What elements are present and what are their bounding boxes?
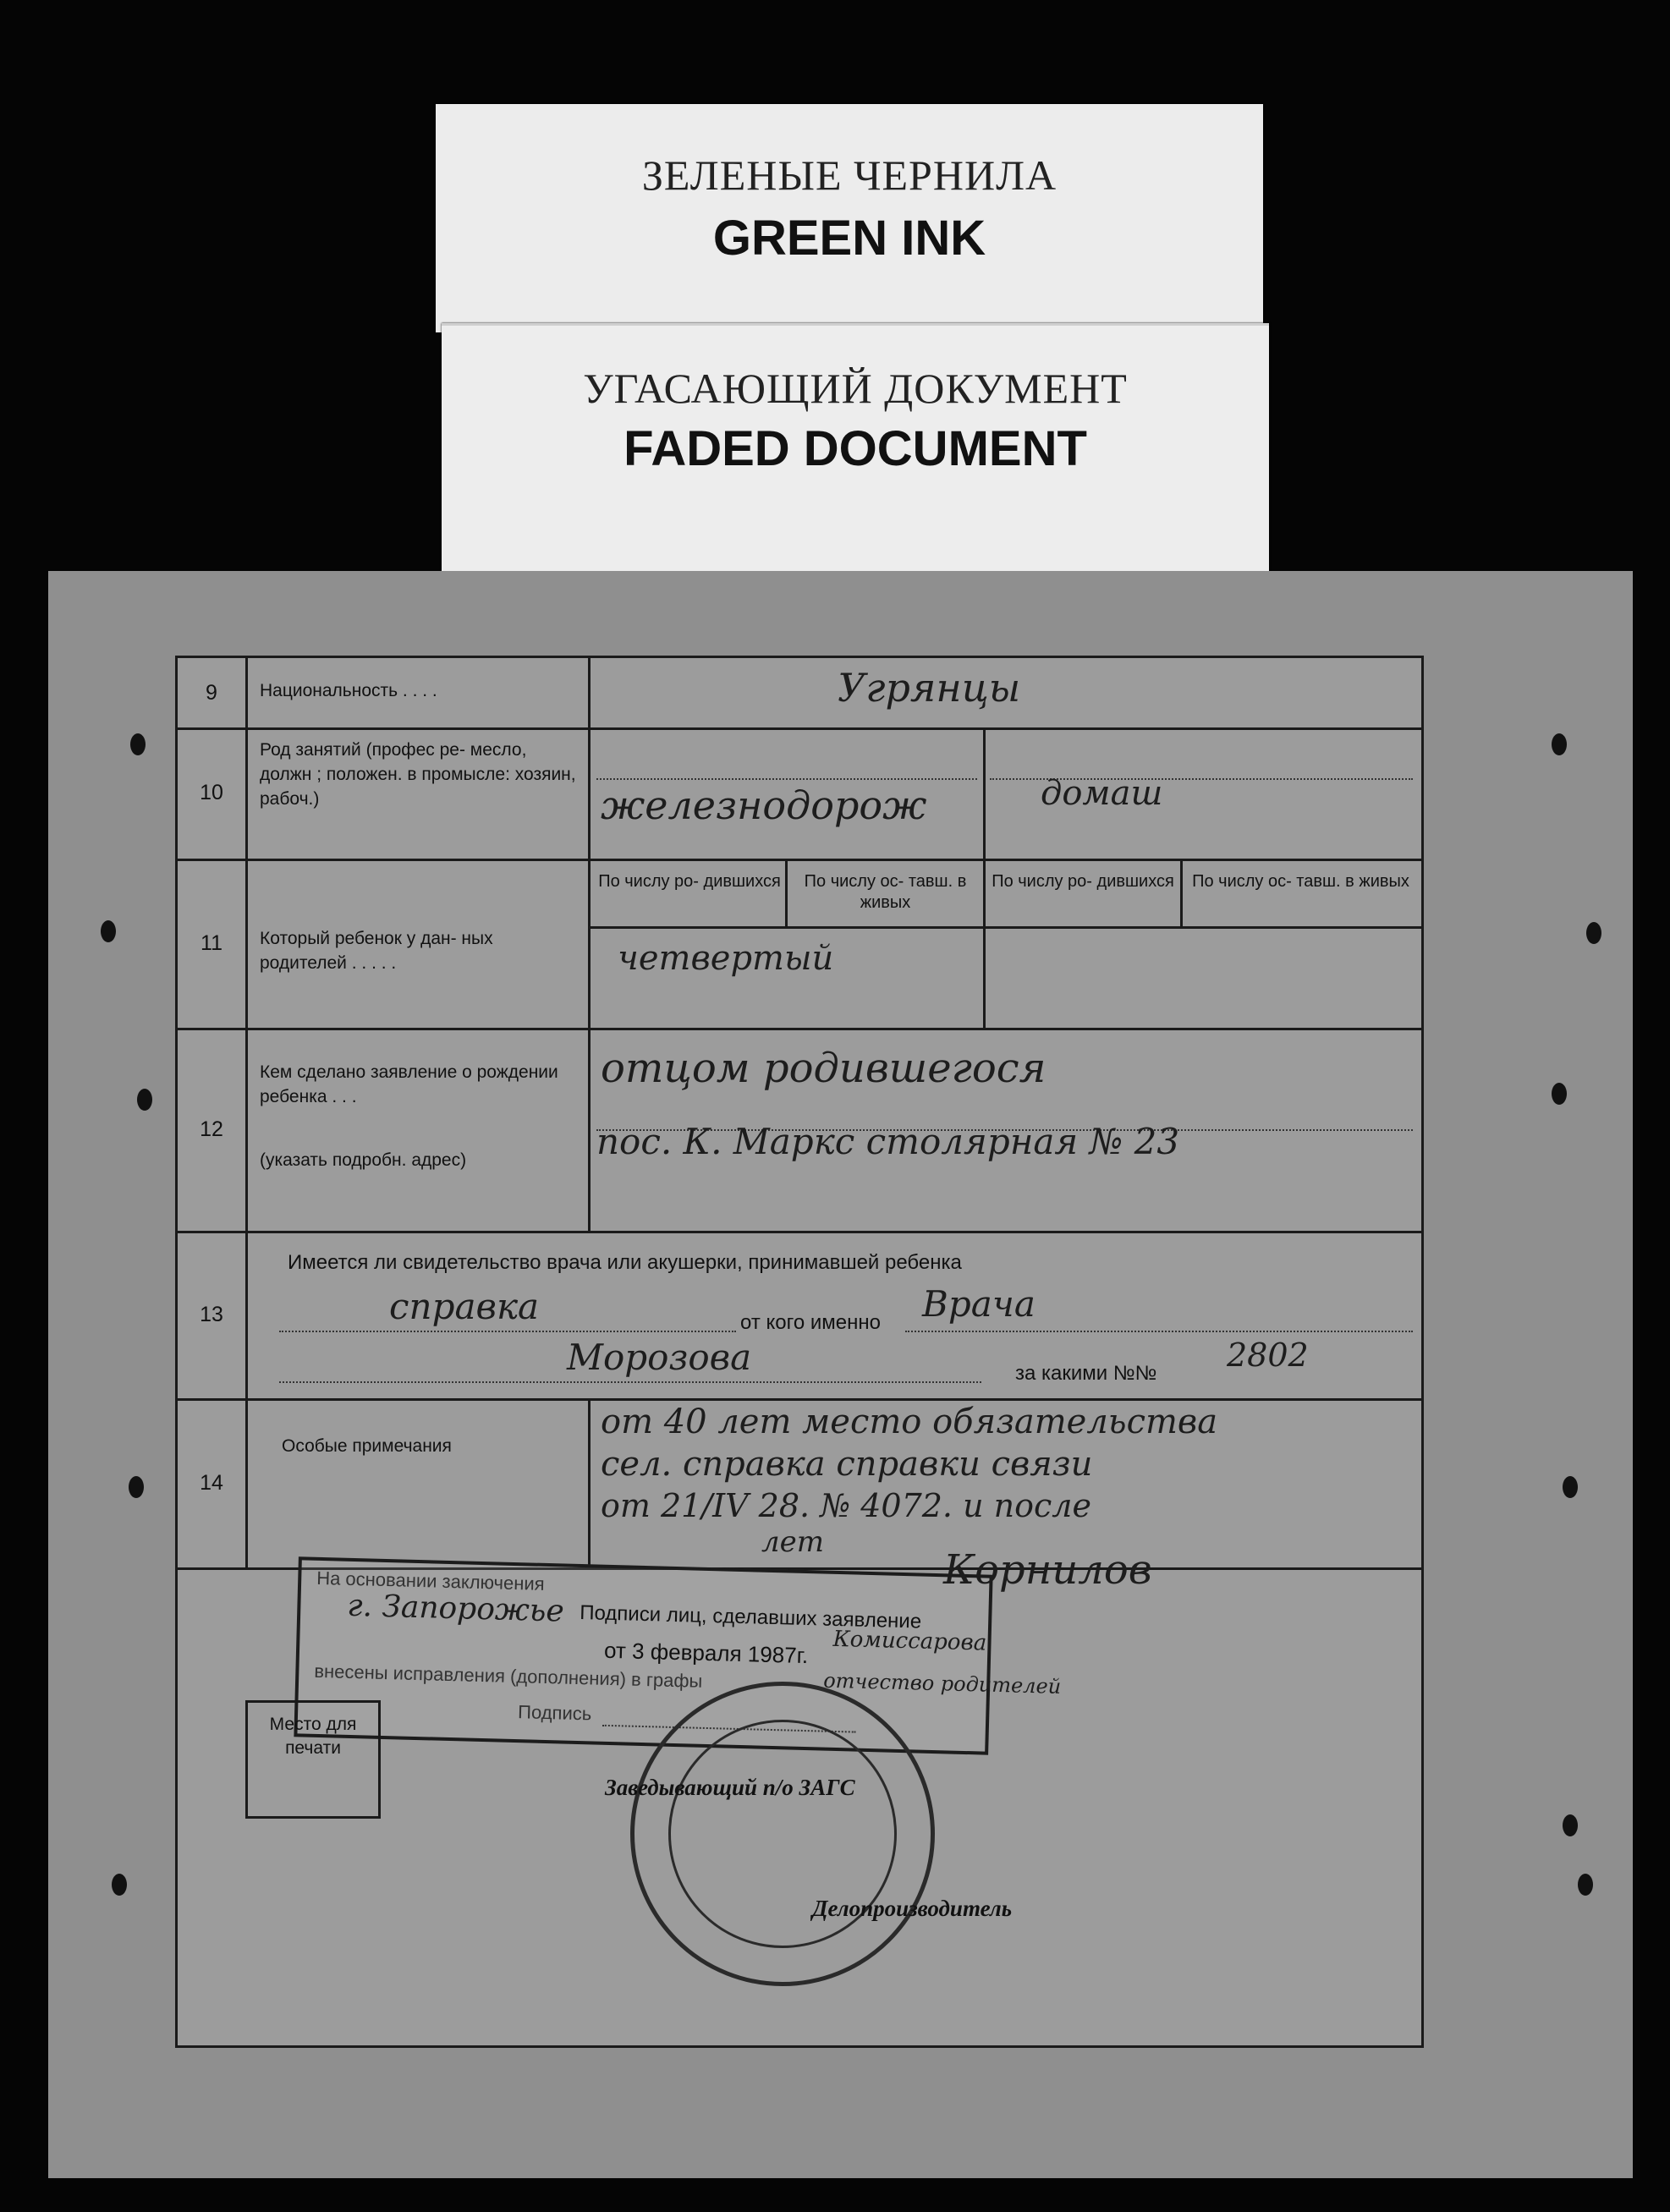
- handwritten-note: лет: [761, 1525, 825, 1559]
- handwritten-note: от 40 лет место обязательства: [601, 1402, 1218, 1441]
- column-divider: [785, 859, 788, 926]
- row-nationality: [178, 658, 1421, 730]
- punch-hole: [1552, 1083, 1567, 1105]
- punch-hole: [1552, 733, 1567, 755]
- handwritten-value: Морозова: [567, 1337, 752, 1378]
- column-divider: [983, 727, 986, 859]
- from-whom-label: от кого именно: [740, 1311, 881, 1334]
- handwritten-note: сел. справка справки связи: [601, 1445, 1093, 1484]
- clerk-label: Делопроизводитель: [812, 1896, 1013, 1921]
- stamp-signature-label: Подпись: [517, 1701, 592, 1725]
- column-header: По числу ос- тавш. в живых: [1192, 872, 1409, 891]
- row-number: 11: [178, 859, 248, 1028]
- punch-hole: [1563, 1814, 1578, 1836]
- faded-document-label-ru: УГАСАЮЩИЙ ДОКУМЕНТ: [583, 365, 1128, 412]
- dotted-line: [279, 1381, 981, 1383]
- column-header: По числу ро- дившихся: [598, 872, 781, 891]
- row-occupation: [178, 727, 1421, 861]
- row-declarant: [178, 1028, 1421, 1233]
- field-label: Национальность . . . .: [248, 658, 591, 727]
- column-header: По числу ос- тавш. в живых: [804, 872, 967, 912]
- column-divider: [983, 859, 986, 1028]
- row-number: 12: [178, 1028, 248, 1231]
- stamp-text: Подписи лиц, сделавших заявление: [579, 1601, 922, 1633]
- row-number: 13: [178, 1231, 248, 1398]
- header-divider: [591, 926, 1421, 929]
- punch-hole: [101, 920, 116, 942]
- stamp-handwritten-fields: отчество родителей: [822, 1668, 1062, 1699]
- stamp-handwritten-name: Комиссарова: [832, 1626, 987, 1656]
- green-ink-label-en: GREEN INK: [712, 211, 986, 266]
- handwritten-value: четвертый: [618, 939, 834, 978]
- field-label: Род занятий (профес ре- месло, должн ; положен. в промысле: хозяин, рабоч.): [248, 727, 591, 859]
- dotted-line: [905, 1331, 1413, 1332]
- dotted-line: [279, 1331, 736, 1332]
- field-label: Особые примечания: [248, 1398, 591, 1567]
- stamp-text: На основании заключения: [316, 1567, 545, 1595]
- field-label-address: (указать подробн. адрес): [260, 1150, 467, 1170]
- handwritten-value: железнодорож: [601, 782, 927, 828]
- handwritten-value: отцом родившегося: [601, 1045, 1046, 1092]
- seal-place-box: Место для печати: [245, 1700, 381, 1819]
- stamp-text: внесены исправления (дополнения) в графы: [314, 1660, 703, 1692]
- column-header: По числу ро- дившихся: [992, 872, 1174, 891]
- by-number-label: за какими №№: [1015, 1362, 1157, 1385]
- punch-hole: [1586, 922, 1601, 944]
- faded-document-label-card: [442, 323, 1269, 573]
- signature: Корнилов: [943, 1546, 1152, 1594]
- registration-form: [175, 656, 1424, 2048]
- punch-hole: [129, 1476, 144, 1498]
- head-of-registry-label: Заведывающий п/о ЗАГС: [605, 1775, 855, 1800]
- punch-hole: [130, 733, 146, 755]
- dotted-line: [596, 778, 977, 780]
- official-seal: [630, 1682, 935, 1986]
- field-label: Который ребенок у дан- ных родителей . . . . .: [248, 859, 591, 1028]
- faded-document-label-en: FADED DOCUMENT: [624, 421, 1087, 476]
- punch-hole: [112, 1874, 127, 1896]
- handwritten-value: пос. К. Маркс столярная № 23: [596, 1121, 1180, 1162]
- punch-hole: [1578, 1874, 1593, 1896]
- punch-hole: [1563, 1476, 1578, 1498]
- stamp-handwritten-city: г. Запорожье: [346, 1588, 565, 1629]
- row-medical-certificate: [178, 1231, 1421, 1401]
- row-special-notes: [178, 1398, 1421, 1570]
- row-child-order: [178, 859, 1421, 1030]
- green-ink-label-ru: ЗЕЛЕНЫЕ ЧЕРНИЛА: [641, 151, 1057, 199]
- stamp-date: от 3 февраля 1987г.: [603, 1637, 809, 1669]
- handwritten-value: справка: [389, 1286, 540, 1327]
- handwritten-value: 2802: [1227, 1337, 1309, 1374]
- row-number: 10: [178, 727, 248, 859]
- document-sheet: [48, 571, 1633, 2178]
- row-number: 9: [178, 658, 248, 727]
- field-label-main: Кем сделано заявление о рождении ребенка . . .: [260, 1062, 558, 1106]
- field-label: [248, 1028, 591, 1231]
- column-divider: [1180, 859, 1183, 926]
- punch-hole: [137, 1089, 152, 1111]
- handwritten-value: Угрянцы: [838, 665, 1021, 711]
- handwritten-value: домаш: [1041, 774, 1163, 813]
- handwritten-value: Врача: [922, 1283, 1036, 1325]
- question-text: Имеется ли свидетельство врача или акушерки, принимавшей ребенка: [288, 1251, 962, 1274]
- row-number: 14: [178, 1398, 248, 1567]
- green-ink-label-card: [436, 104, 1263, 332]
- handwritten-note: от 21/IV 28. № 4072. и после: [601, 1487, 1091, 1524]
